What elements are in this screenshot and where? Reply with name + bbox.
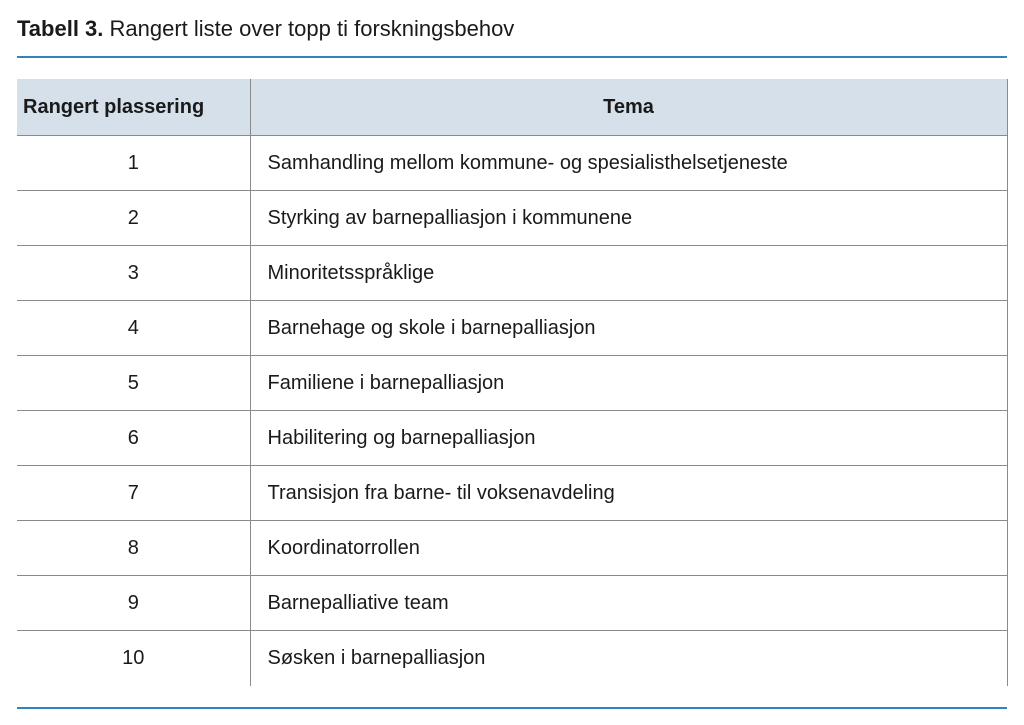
table-row	[17, 631, 1007, 687]
table-row	[17, 246, 1007, 301]
rank-cell: 1	[17, 136, 250, 191]
table-row	[17, 576, 1007, 631]
bottom-divider	[17, 707, 1007, 709]
tema-cell: Familiene i barnepalliasjon	[250, 356, 1007, 411]
table-caption	[17, 14, 514, 44]
table-header-row	[17, 79, 1007, 136]
column-header-tema: Tema	[250, 79, 1007, 136]
rank-cell: 2	[17, 191, 250, 246]
rank-cell: 8	[17, 521, 250, 576]
table-row	[17, 521, 1007, 576]
tema-cell: Habilitering og barnepalliasjon	[250, 411, 1007, 466]
tema-cell: Søsken i barnepalliasjon	[250, 631, 1007, 687]
tema-cell: Barnehage og skole i barnepalliasjon	[250, 301, 1007, 356]
rank-cell: 5	[17, 356, 250, 411]
table-row	[17, 136, 1007, 191]
tema-cell: Styrking av barnepalliasjon i kommunene	[250, 191, 1007, 246]
column-header-rank: Rangert plassering	[17, 79, 250, 136]
tema-cell: Transisjon fra barne- til voksenavdeling	[250, 466, 1007, 521]
tema-cell: Minoritetsspråklige	[250, 246, 1007, 301]
table-row	[17, 191, 1007, 246]
top-divider	[17, 56, 1007, 58]
table-row	[17, 411, 1007, 466]
table-row	[17, 356, 1007, 411]
ranking-table	[17, 79, 1008, 686]
table-row	[17, 301, 1007, 356]
tema-cell: Samhandling mellom kommune- og spesialisthelsetjeneste	[250, 136, 1007, 191]
rank-cell: 10	[17, 631, 250, 687]
tema-cell: Koordinatorrollen	[250, 521, 1007, 576]
rank-cell: 7	[17, 466, 250, 521]
rank-cell: 3	[17, 246, 250, 301]
table-caption-label: Tabell 3.	[17, 16, 104, 41]
rank-cell: 6	[17, 411, 250, 466]
table-caption-text: Rangert liste over topp ti forskningsbehov	[109, 16, 515, 41]
rank-cell: 9	[17, 576, 250, 631]
rank-cell: 4	[17, 301, 250, 356]
table-row	[17, 466, 1007, 521]
tema-cell: Barnepalliative team	[250, 576, 1007, 631]
